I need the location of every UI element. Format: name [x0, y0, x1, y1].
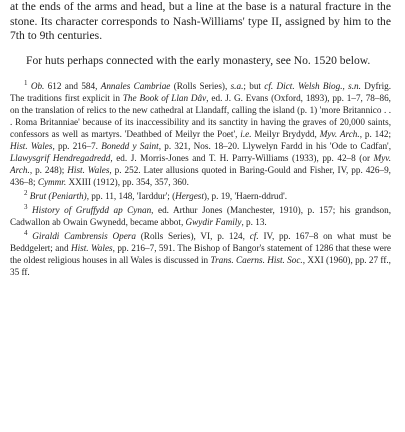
footnotes: [10, 80, 391, 278]
footnote-text: cf. Dict. Welsh Biog., s.n.: [264, 81, 361, 92]
footnote-text: XXIII (1912), pp. 354, 357, 360.: [66, 177, 189, 188]
footnote-text: IV, pp. 167–8 on what must be Beddgelert; and: [10, 231, 391, 254]
footnote-text: , p. 248);: [29, 165, 68, 176]
footnote-3: [10, 204, 391, 228]
footnote-text: Hist. Wales: [70, 243, 113, 254]
body-paragraph-1: at the ends of the arms and head, but a line at the base is a natural fracture in the stone. Its character corresponds to Nash-Williams' type II, assigned by him to the 7th to 9th centuries.: [10, 0, 391, 43]
footnote-text: ; but: [243, 81, 265, 92]
footnote-text: , p. 252. Later allusions quoted in Baring-Gould and Fisher, IV, pp. 426–9, 436–8;: [10, 165, 391, 188]
footnote-text: Hist. Wales: [10, 141, 53, 152]
footnote-text: i.e.: [240, 129, 252, 140]
footnote-text: Meilyr Brydydd,: [251, 129, 320, 140]
footnote-text: Hist. Wales: [67, 165, 110, 176]
footnote-text: , ed. J. Morris-Jones and T. H. Parry-Williams (1933), pp. 42–8 (or: [110, 153, 374, 164]
footnote-text: ), p. 19, 'Haern-ddrud'.: [203, 191, 288, 202]
footnote-1: [10, 80, 391, 188]
footnote-text: 612 and 584,: [44, 81, 101, 92]
footnote-text: Bonedd y Saint: [101, 141, 159, 152]
footnote-text: Trans. Caerns. Hist. Soc.: [210, 255, 303, 266]
footnote-number: 4: [24, 229, 28, 238]
footnote-text: Hergest: [175, 191, 204, 202]
footnote-text: Brut (Peniarth): [29, 191, 87, 202]
footnote-text: Annales Cambriae: [100, 81, 171, 92]
footnote-text: Llawysgrif Hendregadredd: [10, 153, 111, 164]
footnote-number: 1: [24, 79, 28, 88]
footnote-text: , pp. 216–7, 591. The Bishop of Bangor's statement of 1286 that these were the oldest religious houses in all Wales is discussed in: [10, 243, 391, 266]
footnote-text: Ob.: [30, 81, 45, 92]
footnote-text: , ed. Arthur Jones (Manchester, 1910), p. 157; his grandson, Cadwallon ab Owain Gwynedd, became abbot,: [10, 205, 392, 228]
footnote-text: cf.: [249, 231, 259, 242]
footnote-4: [10, 230, 391, 278]
footnote-text: The Book of Llan Dâv: [122, 93, 207, 104]
footnote-text: s.a.: [230, 81, 244, 92]
footnote-text: Cymmr.: [37, 177, 67, 188]
footnote-text: , XXI (1960), pp. 27 ff., 35 ff.: [10, 255, 391, 278]
footnote-2: [10, 190, 391, 202]
footnote-text: Myv. Arch.: [319, 129, 360, 140]
body-paragraph-2: For huts perhaps connected with the early monastery, see No. 1520 below.: [26, 53, 371, 67]
footnote-text: Giraldi Cambrensis Opera: [32, 231, 136, 242]
footnote-text: , p. 13.: [241, 217, 267, 228]
footnote-text: History of Gruffydd ap Cynan: [32, 205, 152, 216]
footnote-text: (Rolls Series), VI, p. 124,: [135, 231, 250, 242]
footnote-text: , p. 142;: [359, 129, 392, 140]
footnote-text: , ed. J. G. Evans (Oxford, 1893), pp. 1–7, 78–86, on the translation of relics to the new cathedral at Llandaff, calling the island (p. 1) 'more Britannico . . . Roma Britanniae' because of its inaccessibility and its sanctity in having the graves of 20,000 saints, confessors as well as martyrs. 'Deathbed of Meilyr the Poet',: [10, 93, 391, 140]
footnote-number: 3: [24, 203, 28, 212]
footnote-number: 2: [24, 189, 28, 198]
footnote-text: Myv. Arch.: [10, 153, 391, 176]
footnote-text: Dyfrig. The traditions first explicit in: [10, 81, 392, 104]
footnote-text: Gwydir Family: [185, 217, 242, 228]
footnote-text: , pp. 216–7.: [52, 141, 102, 152]
footnote-text: , p. 321, Nos. 18–20. Llywelyn Fardd in his 'Ode to Cadfan',: [158, 141, 391, 152]
footnote-text: , pp. 11, 148, 'Iarddur'; (: [86, 191, 176, 202]
footnote-text: (Rolls Series),: [170, 81, 231, 92]
